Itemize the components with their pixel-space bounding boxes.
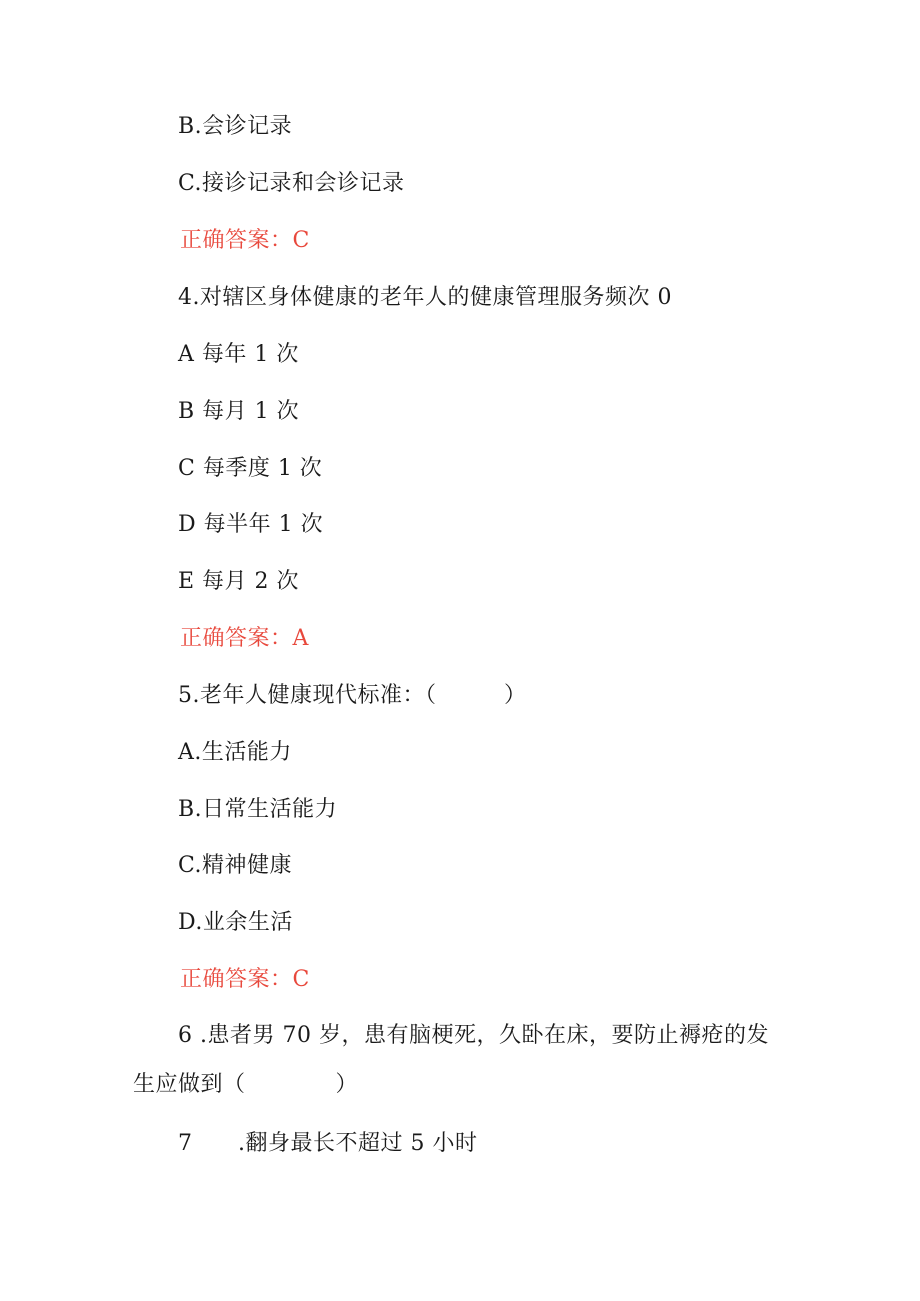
- q4-correct-answer: 正确答案：A: [180, 626, 309, 651]
- q5-question: 5.老年人健康现代标准：（ ）: [178, 683, 527, 708]
- q5-option-d: D.业余生活: [178, 910, 293, 935]
- q4-option-b: B 每月 1 次: [178, 399, 300, 424]
- q3-option-c: C.接诊记录和会诊记录: [178, 171, 405, 196]
- q4-option-d: D 每半年 1 次: [178, 512, 324, 537]
- q6-question-line1: 6 .患者男 70 岁，患有脑梗死，久卧在床，要防止褥疮的发: [178, 1023, 769, 1048]
- q4-question: 4.对辖区身体健康的老年人的健康管理服务频次 0: [178, 285, 672, 310]
- q5-option-c: C.精神健康: [178, 853, 293, 878]
- q5-option-b: B.日常生活能力: [178, 797, 338, 822]
- q7-option-text: .翻身最长不超过 5 小时: [238, 1131, 478, 1156]
- q7-number: 7: [178, 1131, 193, 1156]
- q5-option-a: A.生活能力: [178, 740, 292, 765]
- q4-option-c: C 每季度 1 次: [178, 456, 323, 481]
- q4-option-e: E 每月 2 次: [178, 569, 300, 594]
- q3-option-b: B.会诊记录: [178, 114, 293, 139]
- q5-correct-answer: 正确答案：C: [180, 967, 310, 992]
- q3-correct-answer: 正确答案：C: [180, 228, 310, 253]
- q4-option-a: A 每年 1 次: [178, 342, 299, 367]
- q6-question-line2: 生应做到（ ）: [133, 1072, 359, 1097]
